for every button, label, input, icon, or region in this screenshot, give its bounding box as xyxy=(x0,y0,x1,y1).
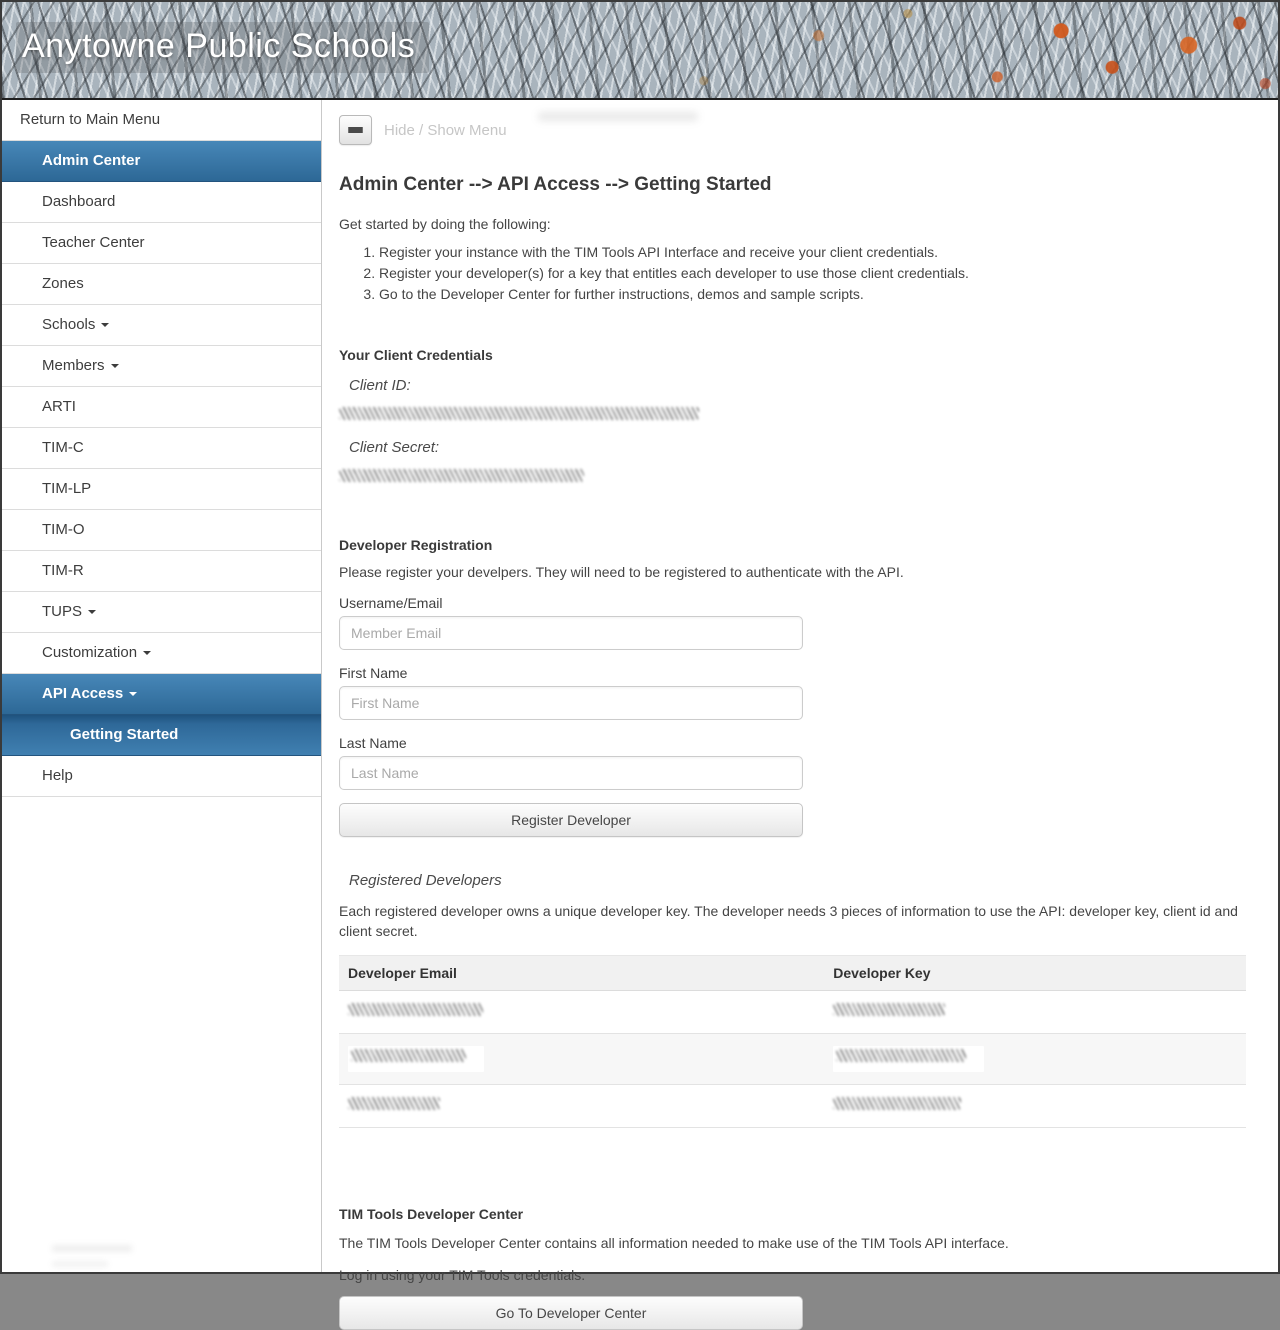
username-email-field[interactable] xyxy=(339,616,803,650)
sidebar-item-return-to-main-menu[interactable]: Return to Main Menu xyxy=(2,100,321,141)
redacted-client-id xyxy=(339,407,699,420)
redacted-developer-email xyxy=(348,1097,440,1110)
sidebar-item-getting-started[interactable]: Getting Started xyxy=(2,715,321,756)
registered-developers-heading: Registered Developers xyxy=(349,872,502,889)
client-secret-label: Client Secret: xyxy=(349,439,440,456)
redacted-developer-key xyxy=(833,1097,961,1110)
last-name-field[interactable] xyxy=(339,756,803,790)
first-name-label: First Name xyxy=(339,665,408,681)
sidebar-item-members[interactable]: Members xyxy=(2,346,321,387)
sidebar-item-tups[interactable]: TUPS xyxy=(2,592,321,633)
caret-down-icon xyxy=(111,364,119,368)
developer-center-heading: TIM Tools Developer Center xyxy=(339,1206,524,1222)
first-name-field[interactable] xyxy=(339,686,803,720)
last-name-label: Last Name xyxy=(339,735,407,751)
redacted-developer-email xyxy=(351,1049,466,1062)
developer-key-column-header: Developer Key xyxy=(824,956,1246,991)
sidebar-item-tim-lp[interactable]: TIM-LP xyxy=(2,469,321,510)
registered-developers-description: Each registered developer owns a unique developer key. The developer needs 3 pieces of information to use the API: developer key, client id and client secret. xyxy=(339,903,1238,939)
sidebar-item-api-access[interactable]: API Access xyxy=(2,674,321,715)
sidebar-item-dashboard[interactable]: Dashboard xyxy=(2,182,321,223)
hide-show-menu-label: Hide / Show Menu xyxy=(384,121,507,139)
table-row xyxy=(339,1085,1246,1128)
step-item: 1. Register your instance with the TIM Tools API Interface and receive your client credentials. xyxy=(379,245,1246,260)
sidebar-item-tim-o[interactable]: TIM-O xyxy=(2,510,321,551)
developer-registration-heading: Developer Registration xyxy=(339,537,493,553)
sidebar-item-arti[interactable]: ARTI xyxy=(2,387,321,428)
developer-center-description: The TIM Tools Developer Center contains all information needed to make use of the TIM Tools API interface. xyxy=(339,1235,1009,1251)
sidebar-item-schools[interactable]: Schools xyxy=(2,305,321,346)
sidebar-item-zones[interactable]: Zones xyxy=(2,264,321,305)
sidebar-nav xyxy=(2,100,322,1272)
caret-down-icon xyxy=(101,323,109,327)
table-row xyxy=(339,991,1246,1034)
login-note: Log in using your TIM Tools credentials. xyxy=(339,1267,586,1283)
faint-redaction-mark xyxy=(538,112,698,121)
go-to-developer-center-button[interactable]: Go To Developer Center xyxy=(339,1296,803,1330)
registered-developers-table xyxy=(339,955,1246,1128)
redacted-developer-key xyxy=(833,1003,945,1016)
client-id-label: Client ID: xyxy=(349,377,411,394)
redacted-client-secret xyxy=(339,469,584,482)
faint-redaction-mark xyxy=(52,1261,108,1267)
redacted-developer-key xyxy=(836,1049,966,1062)
sidebar-item-tim-c[interactable]: TIM-C xyxy=(2,428,321,469)
step-item: 3. Go to the Developer Center for further instructions, demos and sample scripts. xyxy=(379,287,1246,302)
getting-started-steps xyxy=(339,245,1246,302)
table-row xyxy=(339,1034,1246,1085)
header-banner xyxy=(2,2,1278,100)
register-developer-button[interactable]: Register Developer xyxy=(339,803,803,837)
hamburger-icon xyxy=(348,127,363,133)
client-credentials-heading: Your Client Credentials xyxy=(339,347,493,363)
developer-registration-description: Please register your develpers. They will need to be registered to authenticate with the API. xyxy=(339,564,904,580)
sidebar-item-help[interactable]: Help xyxy=(2,756,321,797)
username-email-label: Username/Email xyxy=(339,595,443,611)
caret-down-icon xyxy=(88,610,96,614)
site-title: Anytowne Public Schools xyxy=(16,22,429,73)
hide-show-menu-button[interactable] xyxy=(339,115,372,145)
sidebar-item-admin-center[interactable]: Admin Center xyxy=(2,141,321,182)
caret-down-icon xyxy=(143,651,151,655)
sidebar-item-customization[interactable]: Customization xyxy=(2,633,321,674)
main-content xyxy=(322,100,1278,1321)
faint-redaction-mark xyxy=(52,1245,132,1252)
page-title: Admin Center --> API Access --> Getting Started xyxy=(339,174,772,195)
caret-down-icon xyxy=(129,692,137,696)
sidebar-item-tim-r[interactable]: TIM-R xyxy=(2,551,321,592)
intro-text: Get started by doing the following: xyxy=(339,216,551,232)
redacted-developer-email xyxy=(348,1003,483,1016)
developer-email-column-header: Developer Email xyxy=(339,956,824,991)
sidebar-item-teacher-center[interactable]: Teacher Center xyxy=(2,223,321,264)
step-item: 2. Register your developer(s) for a key that entitles each developer to use those client credentials. xyxy=(379,266,1246,281)
menu-toolbar xyxy=(339,114,1246,146)
